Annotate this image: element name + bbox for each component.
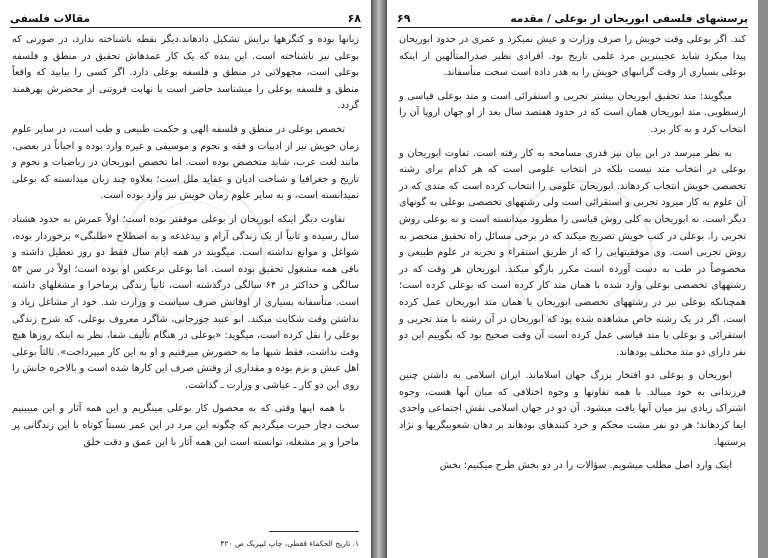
book-gutter — [372, 0, 386, 558]
right-paragraph-5: اینک وارد اصل مطلب میشویم. سؤالات را در دو بخش طرح میکنیم: بخش — [439, 460, 732, 472]
right-page-body — [399, 32, 746, 544]
left-page-header — [10, 5, 361, 28]
left-page-header-title: مقالات فلسفی — [10, 13, 91, 25]
left-page-number: ۶۸ — [347, 12, 361, 25]
right-paragraph-4: ابوریحان و بوعلی دو افتخار بزرگ جهان اسلاماند. ایران اسلامی به داشتن چنین فرزندانی به خود میبالد. با همه تفاوتها و وجوه اختلافی که میان آنها هست، وجوه اشتراک زیادی نیز میان آنها یافت میشود. آن دو در جهان اسلامی نقش اجتماعی واحدی ایفا کردهاند؛ هر دو نفر مشت محکم و خرد کنندهای بودهاند بر دهان شعوبیگریها و نژاد پرستیها. — [399, 370, 746, 448]
left-page-body — [12, 32, 359, 544]
left-paragraph-1: زبانها بوده و کنگرهها برایش تشکیل دادهاند.دیگر نقطه ناشناخته ندارد، در صورتی که بوعلی نیز ناشناخته است. این بنده که یک کار عمدهاش تحقیق در منطق و فلسفه بوعلی است، مجهولاتی در منطق و فلسفه بوعلی دارد. اگر کسی را بیابید که واقعاً منطق و فلسفه بوعلی را میشناسد حاضر است با نهایت فروتنی از محضرش بهرهمند گردد. — [12, 34, 359, 112]
left-page-footnote: ۱. تاریخ الحکماء قفطی، چاپ لیپزیک ص ۴۲۰ — [220, 539, 359, 548]
right-page — [386, 0, 758, 558]
left-paragraph-4: با همه اینها وقتی که به محصول کار بوعلی مینگریم و این همه آثار و این میبینیم سخت دچار حیرت میگردیم که چگونه این مرد در این عمر نسبتاً کوتاه با این زندگانی پر ماجرا و پر مشغله، توانسته است این همه آثار با این عمق و دقت خلق — [12, 403, 359, 448]
right-paragraph-1: کند. اگر بوعلی وقت خویش را صرف وزارت و عیش نمیکرد و عمری در حدود ابوریحان پیدا میکرد شاید عجیبترین مرد علمی تاریخ بود. افرادی نظیر صدرالمتألهین از اینکه بوعلی بسیاری از وقت گرانبهای خویش را به هدر داده است سخت متأسفاند. — [399, 34, 746, 79]
right-page-header-title: پرسشهای فلسفی ابوریحان از بوعلی / مقدمه — [510, 13, 748, 25]
right-paragraph-3: به نظر میرسد در این بیان نیز قدری مسامحه به کار رفته است. تفاوت ابوریحان و بوعلی در انتخاب متد نیست بلکه در انتخاب علومی است که هر کدام برای رشته تخصصی خویش انتخاب کردهاند. ابوریحان علومی را انتخاب کرده است که متدی که در آن علوم به کار میرود تجربی و استقرائی است ولی رشتههای تخصصی بوعلی به گونهای دیگر است. نه ابوریحان به کلی روش قیاسی را مطرود میدانسته است و نه بوعلی روش تجربی را. بوعلی در کتب خویش تصریح میکند که در برخی مسائل راه تحقیق منحصر به روش تجربی است. وی موفقیتهایی را که از طریق استقراء و تجربه در علوم طبیعی و مخصوصاً در طب به دست آورده است مکرر بازگو میکند. ابوریحان هر وقت که در رشتههای تخصصی بوعلی وارد شده با همان متد کار کرده است که بوعلی کرده است؛ همچنانکه بوعلی نیز در رشتههای تخصصی ابوریحان با همان متد ابوریحان عمل کرده است. اگر در یک رشته خاص مشاهده شده بود که ابوریحان در آن رشته با متد تجربی و استقرائی و بوعلی با متد قیاسی عمل کرده است آن وقت صحیح بود که بگوییم این دو نفر دارای دو متد مختلف بودهاند. — [399, 147, 746, 358]
footnote-separator — [269, 531, 359, 532]
right-page-number: ۶۹ — [397, 12, 411, 25]
right-page-header — [397, 5, 748, 28]
left-page — [0, 0, 372, 558]
right-paragraph-2: میگویند: متد تحقیق ابوریحان بیشتر تجربی و استقرائی است و متد بوعلی قیاسی و ارسطویی. متد ابوریحان همان است که در حدود هفتصد سال بعد از او جهان اروپا آن را انتخاب کرد و به کار برد. — [399, 90, 746, 135]
left-paragraph-2: تخصص بوعلی در منطق و فلسفه الهی و حکمت طبیعی و طب است، در سایر علوم زمان خویش نیز از ادبیات و فقه و نجوم و موسیقی و غیره وارد بوده و احیاناً در بعضی، مانند لغت عرب، شاید متخصص بوده است. اما تخصص ابوریحان در ریاضیات و نجوم و تاریخ و جغرافیا و شناخت ادیان و عقاید ملل است؛ بعلاوه چند زبان میدانسته که بوعلی نمیدانسته است، و به سایر علوم زمان خویش نیز وارد بوده است. — [12, 123, 359, 202]
left-paragraph-3: تفاوت دیگر اینکه ابوریحان از بوعلی موفقتر بوده است؛ اولاً عمرش به حدود هشتاد سال رسیده و ثانیاً از یک زندگی آرام و بیدغدغه و به اصطلاح «طلبگی» برخوردار بوده، شواغل و موانع نداشته است. میگویند در همه ایام سال فقط دو روز تعطیل داشته و باقی همه مشغول تحقیق بوده است. اما بوعلی برعکس او بوده است؛ اولاً در سن ۵۴ سالگی و حداکثر در ۶۴ سالگی درگذشته است، ثانیاً زندگی پرماجرا و مشغلهای داشته است. متأسفانه بسیاری از اوقاتش صرف سیاست و وزارت شد. خود از مشاغل زیاد و نداشتن وقت شکایت میکند. ابو عبید جوزجانی، شاگرد معروف بوعلی، که شرح زندگی بوعلی را نقل کرده است، میگوید: «بوعلی در هنگام تألیف شفا، نظر به اینکه روزها هیچ وقت نداشت، فقط شبها ما به حضورش میرفتیم و او به این کار میپرداخت». ثالثاً بوعلی اهل عیش و بزم بوده و مقداری از وقتش صرف این کارها شده است و بالاخره جانش را روی این دو کار ـ عیاشی و وزارت ـ گذاشت. — [12, 213, 359, 391]
